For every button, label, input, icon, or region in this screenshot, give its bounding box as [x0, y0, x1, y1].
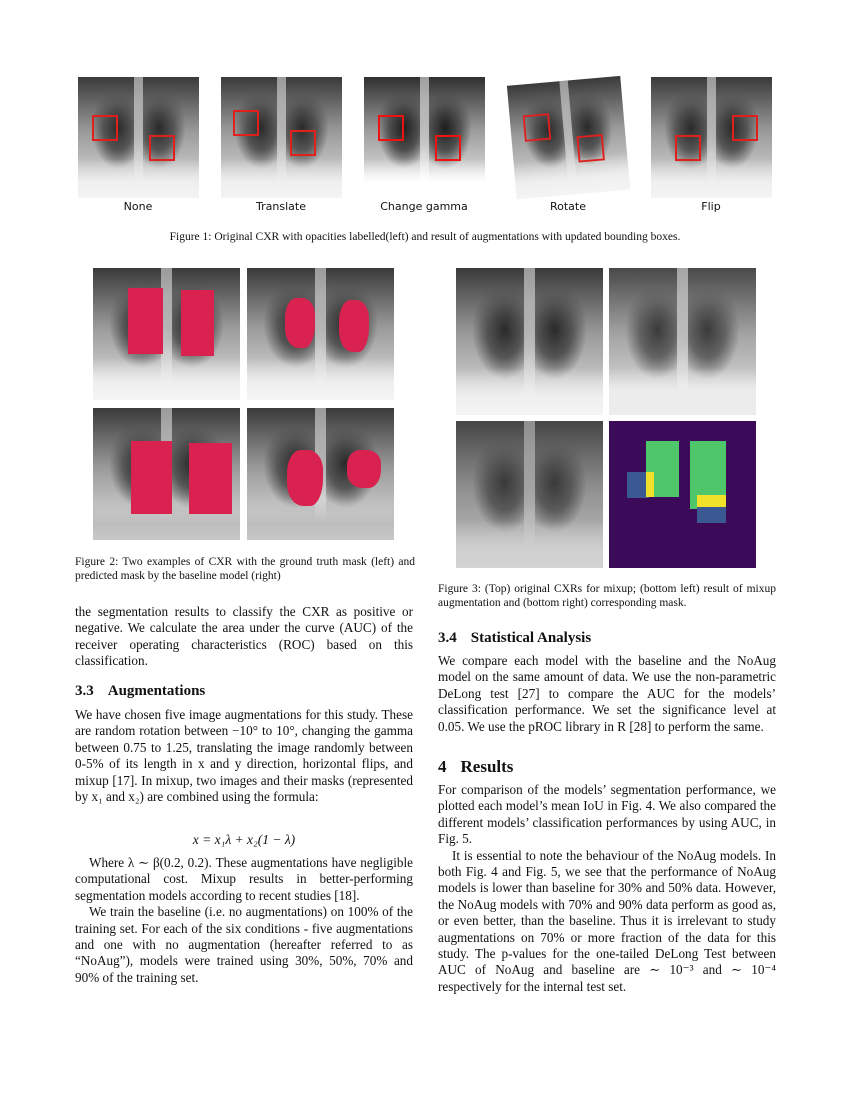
- label-translate: Translate: [256, 200, 306, 213]
- augmentations-paragraph: [75, 707, 413, 805]
- section-3-3-heading: [75, 683, 205, 700]
- gt-mask: [131, 441, 172, 514]
- section-title: Augmentations: [107, 683, 206, 699]
- label-change-gamma: Change gamma: [380, 200, 468, 213]
- bounding-box: [675, 135, 701, 161]
- results-text-2: It is essential to note the behaviour of the NoAug models. In both Fig. 4 and Fig. 5, we see that the performance of NoAug models is lower than baseline for 30% and 50% data. However, the NoAug models with 70% and 90% data perform as good as, or even better, than the baseline. Thus it is irrelevant to study augmentations on 70% or more fraction of the data for this study. The p-values for the one-tailed DeLong Test between AUC of NoAug and baseline are ∼ 10⁻³ and ∼ 10⁻⁴ respectively for the internal test set.: [438, 847, 776, 994]
- mask-region-secondary: [627, 472, 649, 498]
- cxr-change-gamma: [364, 77, 485, 198]
- label-none: None: [123, 200, 153, 213]
- intro-text: the segmentation results to classify the CXR as positive or negative. We calculate the area under the curve (AUC) of the receiver operating characteristics (ROC) based on this classification.: [75, 604, 413, 669]
- label-rotate: Rotate: [549, 200, 586, 213]
- bounding-box: [149, 135, 175, 161]
- figure-1-caption: Figure 1: Original CXR with opacities labelled(left) and result of augmentations with updated bounding boxes.: [169, 231, 681, 243]
- bounding-box: [732, 115, 758, 141]
- bounding-box: [435, 135, 461, 161]
- label-flip: Flip: [701, 200, 721, 213]
- predicted-mask: [285, 298, 315, 348]
- bounding-box: [233, 110, 259, 136]
- results-heading: [438, 757, 513, 777]
- statistical-text: We compare each model with the baseline and the NoAug model on the same amount of data. We use the non-parametric DeLong test [27] to compare the AUC for the models’ classification performance. We set the significance level at 0.05. We use the pROC library in R [28] to perform the same.: [438, 653, 776, 734]
- cxr-none: [78, 77, 199, 198]
- figure-2-caption: Figure 2: Two examples of CXR with the ground truth mask (left) and predicted mask by the baseline model (right): [75, 556, 415, 582]
- cxr-predicted-1: [247, 268, 394, 400]
- statistical-analysis-paragraph: [438, 653, 776, 735]
- augmentations-text: We have chosen five image augmentations for this study. These are random rotation between −10° to 10°, changing the gamma between 0.75 to 1.25, translating the image randomly between 0-5% of its length in x and y direction, horizontal flips, and mixup [17]. In mixup, two images and their masks (represented by x₁ and x₂) are combined using the formula:: [75, 707, 413, 805]
- bounding-box: [576, 134, 605, 163]
- gt-mask: [189, 443, 232, 514]
- cxr-mixup-source-2: [609, 268, 756, 415]
- cxr-predicted-2: [247, 408, 394, 540]
- predicted-mask: [347, 450, 381, 488]
- section-number: 3.3: [75, 683, 94, 699]
- results-paragraphs: [438, 782, 776, 995]
- section-number: 4: [438, 757, 447, 776]
- lambda-text: Where λ ∼ β(0.2, 0.2). These augmentations have negligible computational cost. Mixup results in better-performing segmentation models according to recent studies [18].: [75, 855, 413, 903]
- cxr-translate: [221, 77, 342, 198]
- section-title: Statistical Analysis: [470, 630, 592, 646]
- results-text-1: For comparison of the models’ segmentation performance, we plotted each model’s mean IoU in Fig. 4. We also compared the different models’ classification performances by using AUC, in Fig. 5.: [438, 782, 776, 847]
- training-text: We train the baseline (i.e. no augmentations) on 100% of the training set. For each of the six conditions - five augmentations and one with no augmentation (hereafter referred to as “NoAug”), models were trained using 30%, 50%, 70% and 90% of the training set.: [75, 904, 413, 985]
- cxr-ground-truth-2: [93, 408, 240, 540]
- gt-mask: [181, 290, 214, 356]
- section-title: Results: [460, 757, 514, 776]
- section-3-4-heading: [438, 630, 591, 647]
- mask-overlap: [697, 495, 726, 507]
- augmentations-paragraph-2: [75, 855, 413, 986]
- predicted-mask: [287, 450, 323, 506]
- bounding-box: [290, 130, 316, 156]
- bounding-box: [523, 113, 552, 142]
- cxr-mixup-result: [456, 421, 603, 568]
- section-number: 3.4: [438, 630, 457, 646]
- left-intro-paragraph: [75, 604, 413, 670]
- cxr-ground-truth-1: [93, 268, 240, 400]
- mask-overlap: [646, 472, 654, 497]
- mixup-equation: x = x₁λ + x₂(1 − λ): [192, 832, 296, 847]
- predicted-mask: [339, 300, 369, 352]
- bounding-box: [92, 115, 118, 141]
- cxr-rotate: [507, 76, 630, 199]
- gt-mask: [128, 288, 163, 354]
- mixup-mask: [609, 421, 756, 568]
- figure-3-caption: Figure 3: (Top) original CXRs for mixup; (bottom left) result of mixup augmentation and (bottom right) corresponding mask.: [438, 583, 776, 609]
- bounding-box: [378, 115, 404, 141]
- cxr-mixup-source-1: [456, 268, 603, 415]
- cxr-flip: [651, 77, 772, 198]
